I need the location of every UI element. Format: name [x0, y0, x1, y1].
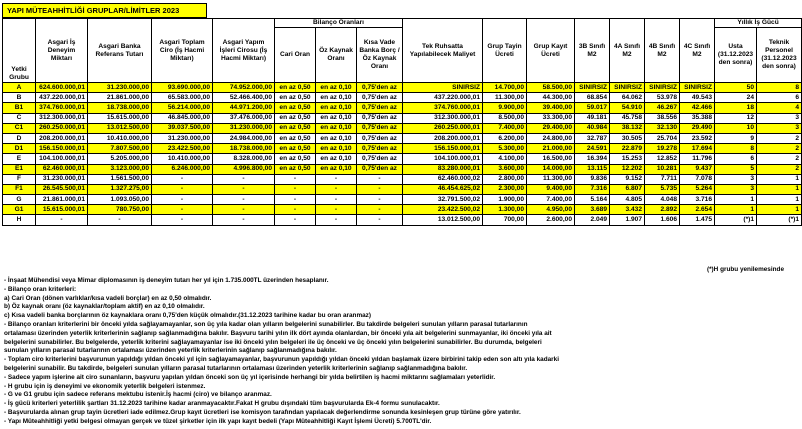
header-4a: 4A Sınıfı M2 — [610, 19, 645, 83]
cell-c: 10.410.000,00 — [152, 154, 213, 164]
cell-s2: 6.807 — [610, 184, 645, 194]
cell-i: 52.466.400,00 — [213, 93, 275, 103]
cell-c: 31.230.000,00 — [152, 133, 213, 143]
table-row — [3, 83, 802, 93]
cell-kv: - — [357, 195, 403, 205]
cell-c: 56.214.000,00 — [152, 103, 213, 113]
cell-kv: 0,75'den az — [357, 83, 403, 93]
cell-tp: (*)1 — [757, 215, 802, 225]
cell-kv: 0,75'den az — [357, 164, 403, 174]
cell-kv: 0,75'den az — [357, 103, 403, 113]
cell-i: - — [213, 215, 275, 225]
cell-g: C1 — [3, 123, 36, 133]
cell-s1: 7.316 — [575, 184, 610, 194]
cell-d: 21.861.000,01 — [36, 195, 88, 205]
cell-c: - — [152, 174, 213, 184]
cell-b: 10.410.000,00 — [88, 133, 152, 143]
header-3b: 3B Sınıfı M2 — [575, 19, 610, 83]
cell-s2: 9.152 — [610, 174, 645, 184]
cell-r: 260.250.000,01 — [403, 123, 483, 133]
header-ozkaynak: Öz Kaynak Oranı — [316, 28, 357, 83]
cell-i: 8.328.000,00 — [213, 154, 275, 164]
cell-b: 31.230.000,00 — [88, 83, 152, 93]
cell-oz: - — [316, 174, 357, 184]
cell-kv: 0,75'den az — [357, 123, 403, 133]
header-usta: Usta (31.12.2023 den sonra) — [715, 28, 757, 83]
cell-i: 31.230.000,00 — [213, 123, 275, 133]
cell-g: F — [3, 174, 36, 184]
cell-co: - — [275, 174, 316, 184]
cell-k: 7.400,00 — [527, 195, 575, 205]
cell-s4: 2.654 — [680, 205, 715, 215]
cell-tp: 2 — [757, 133, 802, 143]
cell-c: 93.690.000,00 — [152, 83, 213, 93]
cell-u: 24 — [715, 93, 757, 103]
cell-c: - — [152, 195, 213, 205]
cell-i: 37.476.000,00 — [213, 113, 275, 123]
cell-co: - — [275, 205, 316, 215]
cell-s4: 23.592 — [680, 133, 715, 143]
cell-i: 24.984.000,00 — [213, 133, 275, 143]
cell-kv: - — [357, 174, 403, 184]
cell-s1: 16.394 — [575, 154, 610, 164]
cell-g: G1 — [3, 205, 36, 215]
cell-s4: 11.796 — [680, 154, 715, 164]
cell-oz: - — [316, 205, 357, 215]
note-line: - Yapı Müteahhitliği yetki belgesi olmayan gerçek ve tüzel şirketler için ilk yapı kayıt bedeli (Yapı Müteahhitliği Kayıt İşlemi Ücreti) 5.700TL'dir. — [4, 417, 432, 425]
cell-i: 44.971.200,00 — [213, 103, 275, 113]
cell-u: 5 — [715, 164, 757, 174]
cell-s2: 15.253 — [610, 154, 645, 164]
cell-s2: 38.132 — [610, 123, 645, 133]
cell-d: 374.760.000,01 — [36, 103, 88, 113]
note-line: - H grubu için iş deneyimi ve ekonomik yeterlik belgeleri istenmez. — [4, 382, 206, 390]
cell-s4: 9.437 — [680, 164, 715, 174]
cell-t: 7.400,00 — [483, 123, 527, 133]
cell-s4: 42.466 — [680, 103, 715, 113]
cell-tp: 1 — [757, 184, 802, 194]
cell-s2: 64.062 — [610, 93, 645, 103]
cell-s1: SINIRSIZ — [575, 83, 610, 93]
note-line: - İnşaat Mühendisi veya Mimar diplomasının iş deneyim tutarı her yıl için 1.735.000TL üzerinden hesaplanır. — [4, 277, 329, 284]
footnote: (*)H grubu yenilemesinde — [706, 266, 784, 273]
header-4c: 4C Sınıfı M2 — [680, 19, 715, 83]
cell-s2: 3.432 — [610, 205, 645, 215]
cell-tp: 8 — [757, 83, 802, 93]
cell-k: 2.600,00 — [527, 215, 575, 225]
cell-co: en az 0,50 — [275, 133, 316, 143]
cell-r: 208.200.000,01 — [403, 133, 483, 143]
header-deneyim: Asgari İş Deneyim Miktarı — [36, 19, 88, 83]
cell-k: 4.950,00 — [527, 205, 575, 215]
cell-r: 62.460.000,02 — [403, 174, 483, 184]
cell-r: 83.280.000,01 — [403, 164, 483, 174]
cell-d: 31.230.000,01 — [36, 174, 88, 184]
cell-t: 2.300,00 — [483, 184, 527, 194]
header-4b: 4B Sınıfı M2 — [645, 19, 680, 83]
cell-c: 46.845.000,00 — [152, 113, 213, 123]
cell-co: - — [275, 195, 316, 205]
cell-b: 1.093.050,00 — [88, 195, 152, 205]
cell-oz: en az 0,10 — [316, 154, 357, 164]
cell-kv: - — [357, 215, 403, 225]
cell-s3: 2.892 — [645, 205, 680, 215]
cell-s3: 7.711 — [645, 174, 680, 184]
cell-t: 1.900,00 — [483, 195, 527, 205]
note-line: belgelerini sunabilirler. Bu belgelerde, yeterlik kriterini sağlayamayanlar ise iki önceki yılın belgeleri ile üç önceki ve üç önceki yılın belgelerini sunabilirler. Bu durumda, belgeleri — [4, 338, 542, 346]
cell-oz: en az 0,10 — [316, 123, 357, 133]
cell-r: 32.791.500,02 — [403, 195, 483, 205]
cell-d: - — [36, 215, 88, 225]
cell-oz: en az 0,10 — [316, 83, 357, 93]
cell-s1: 3.689 — [575, 205, 610, 215]
cell-c: 23.422.500,00 — [152, 144, 213, 154]
cell-s3: 12.852 — [645, 154, 680, 164]
cell-tp: 1 — [757, 205, 802, 215]
cell-g: B — [3, 93, 36, 103]
cell-b: 15.615.000,00 — [88, 113, 152, 123]
cell-k: 16.500,00 — [527, 154, 575, 164]
cell-d: 156.150.000,01 — [36, 144, 88, 154]
cell-u: 12 — [715, 113, 757, 123]
cell-i: 74.952.000,00 — [213, 83, 275, 93]
table-row — [3, 133, 802, 143]
cell-s1: 5.164 — [575, 195, 610, 205]
cell-g: D1 — [3, 144, 36, 154]
cell-s2: SINIRSIZ — [610, 83, 645, 93]
note-line: - Bilanço oranları kriterlerini bir önceki yılda sağlayamayanlar, son üç yıla kadar olan yılların belgelerini sunabilirler. Bu takdirde belgeleri sunulan yılların parasal tutarlarının — [4, 320, 528, 328]
header-cari: Cari Oran — [275, 28, 316, 83]
cell-s1: 59.017 — [575, 103, 610, 113]
cell-r: 437.220.000,01 — [403, 93, 483, 103]
cell-u: 8 — [715, 144, 757, 154]
cell-oz: - — [316, 195, 357, 205]
note-line: - G ve G1 grubu için sadece referans mektubu istenir.İş hacmi (ciro) ve bilanço aranmaz. — [4, 391, 272, 399]
cell-s2: 45.758 — [610, 113, 645, 123]
cell-b: 13.012.500,00 — [88, 123, 152, 133]
cell-i: - — [213, 184, 275, 194]
table-row — [3, 123, 802, 133]
cell-k: 58.500,00 — [527, 83, 575, 93]
table-row — [3, 174, 802, 184]
cell-s1: 32.787 — [575, 133, 610, 143]
cell-s2: 22.879 — [610, 144, 645, 154]
header-teknik: Teknik Personel (31.12.2023 den sonra) — [757, 28, 802, 83]
header-yillik: Yıllık İş Gücü — [715, 19, 802, 28]
cell-k: 11.300,00 — [527, 174, 575, 184]
cell-u: 9 — [715, 133, 757, 143]
header-tayin: Grup Tayin Ücreti — [483, 19, 527, 83]
cell-oz: en az 0,10 — [316, 103, 357, 113]
cell-r: 374.760.000,01 — [403, 103, 483, 113]
cell-d: 260.250.000,01 — [36, 123, 88, 133]
cell-c: - — [152, 215, 213, 225]
note-line: - Sadece yapım işlerine ait ciro sunanların, başvuru yapılan yıldan önceki son üç yıl içerisinde herhangi bir yılda belirtilen iş hacmi miktarını sağlamaları yeterlidir. — [4, 373, 496, 381]
cell-c: - — [152, 205, 213, 215]
cell-s3: 10.281 — [645, 164, 680, 174]
cell-s2: 30.505 — [610, 133, 645, 143]
cell-r: 312.300.000,01 — [403, 113, 483, 123]
cell-s1: 2.049 — [575, 215, 610, 225]
cell-s2: 12.202 — [610, 164, 645, 174]
cell-s2: 1.907 — [610, 215, 645, 225]
cell-t: 8.500,00 — [483, 113, 527, 123]
cell-kv: 0,75'den az — [357, 144, 403, 154]
cell-s3: 25.704 — [645, 133, 680, 143]
cell-d: 312.300.000,01 — [36, 113, 88, 123]
cell-t: 6.200,00 — [483, 133, 527, 143]
cell-g: B1 — [3, 103, 36, 113]
cell-r: 13.012.500,00 — [403, 215, 483, 225]
cell-u: 10 — [715, 123, 757, 133]
cell-i: 18.738.000,00 — [213, 144, 275, 154]
cell-i: - — [213, 205, 275, 215]
cell-s2: 4.805 — [610, 195, 645, 205]
table-row — [3, 144, 802, 154]
cell-co: - — [275, 184, 316, 194]
table-row — [3, 154, 802, 164]
cell-oz: - — [316, 215, 357, 225]
cell-d: 104.100.000,01 — [36, 154, 88, 164]
cell-g: G — [3, 195, 36, 205]
cell-c: 6.246.000,00 — [152, 164, 213, 174]
cell-d: 26.545.500,01 — [36, 184, 88, 194]
cell-g: E1 — [3, 164, 36, 174]
cell-u: 50 — [715, 83, 757, 93]
cell-co: en az 0,50 — [275, 93, 316, 103]
cell-i: - — [213, 174, 275, 184]
note-line: c) Kısa vadeli banka borçlarının öz kaynaklara oranı 0,75'den küçük olmalıdır.(31.12.2023 tarihine kadar bu oran aranmaz) — [4, 312, 371, 320]
cell-r: 46.454.625,02 — [403, 184, 483, 194]
cell-oz: en az 0,10 — [316, 113, 357, 123]
table-row — [3, 164, 802, 174]
note-line: - İş gücü kriterleri yeterlilik şartları 31.12.2023 tarihine kadar aranmayacaktır.Fakat H grubu dışındaki tüm başvurularda Ek-4 formu sunulacaktır. — [4, 400, 440, 408]
cell-d: 15.615.000,01 — [36, 205, 88, 215]
cell-t: 3.600,00 — [483, 164, 527, 174]
cell-s3: 4.048 — [645, 195, 680, 205]
cell-s4: 17.694 — [680, 144, 715, 154]
page-title: YAPI MÜTEAHHİTLİĞİ GRUPLAR/LİMİTLER 2023 — [2, 3, 207, 18]
cell-t: 4.100,00 — [483, 154, 527, 164]
cell-s3: 53.978 — [645, 93, 680, 103]
cell-u: 18 — [715, 103, 757, 113]
cell-co: - — [275, 215, 316, 225]
cell-s3: 32.130 — [645, 123, 680, 133]
cell-k: 44.300,00 — [527, 93, 575, 103]
cell-s1: 49.181 — [575, 113, 610, 123]
cell-k: 21.000,00 — [527, 144, 575, 154]
cell-g: F1 — [3, 184, 36, 194]
cell-oz: en az 0,10 — [316, 133, 357, 143]
cell-s1: 13.115 — [575, 164, 610, 174]
cell-s3: SINIRSIZ — [645, 83, 680, 93]
cell-r: 104.100.000,01 — [403, 154, 483, 164]
cell-co: en az 0,50 — [275, 113, 316, 123]
cell-u: 1 — [715, 205, 757, 215]
cell-t: 14.700,00 — [483, 83, 527, 93]
cell-i: 4.996.800,00 — [213, 164, 275, 174]
table-row — [3, 184, 802, 194]
cell-t: 2.800,00 — [483, 174, 527, 184]
cell-s2: 54.910 — [610, 103, 645, 113]
cell-d: 624.600.000,01 — [36, 83, 88, 93]
cell-s4: 7.078 — [680, 174, 715, 184]
cell-s1: 68.854 — [575, 93, 610, 103]
note-line: sunulan yılların parasal tutarlarının ortalaması üzerinden yeterlik kriterlerinin sağlanıp sağlanmadığına bakılır. — [4, 347, 337, 355]
cell-b: 780.750,00 — [88, 205, 152, 215]
cell-t: 1.300,00 — [483, 205, 527, 215]
cell-t: 700,00 — [483, 215, 527, 225]
cell-b: - — [88, 215, 152, 225]
cell-g: A — [3, 83, 36, 93]
cell-co: en az 0,50 — [275, 144, 316, 154]
note-line: b) Öz kaynak oranı (öz kaynaklar/toplam aktif) en az 0,10 olmalıdır. — [4, 303, 205, 311]
cell-kv: 0,75'den az — [357, 93, 403, 103]
table-row — [3, 103, 802, 113]
header-bilanco: Bilanço Oranları — [275, 19, 403, 28]
cell-b: 1.561.500,00 — [88, 174, 152, 184]
note-line: ortalaması üzerinden yeterlik kriterlerinin sağlanıp sağlanmadığına bakılır. Başvuru tarihi yılın ilk dört ayında olanlardan, bir önceki yıla ait belgelerini sunmayanlar, iki önceki yıla ait — [4, 329, 552, 337]
cell-tp: 6 — [757, 93, 802, 103]
header-ruhsat: Tek Ruhsatta Yapılabilecek Maliyet — [403, 19, 483, 83]
cell-tp: 1 — [757, 195, 802, 205]
cell-co: en az 0,50 — [275, 154, 316, 164]
table-row — [3, 93, 802, 103]
cell-kv: - — [357, 184, 403, 194]
cell-s3: 1.606 — [645, 215, 680, 225]
table-row — [3, 205, 802, 215]
cell-g: C — [3, 113, 36, 123]
note-line: - Başvurularda alınan grup tayin ücretleri iade edilmez.Grup kayıt ücretleri ise komisyon tarafından yapılacak değerlendirme sonunda kesinleşen grup türüne göre yatırılır. — [4, 408, 521, 416]
cell-u: 6 — [715, 154, 757, 164]
limits-table — [2, 18, 802, 226]
cell-tp: 4 — [757, 103, 802, 113]
cell-s4: 29.490 — [680, 123, 715, 133]
note-line: - Bilanço oran kriterleri: — [4, 285, 77, 293]
cell-t: 5.300,00 — [483, 144, 527, 154]
cell-kv: - — [357, 205, 403, 215]
cell-oz: en az 0,10 — [316, 164, 357, 174]
cell-d: 437.220.000,01 — [36, 93, 88, 103]
cell-tp: 3 — [757, 113, 802, 123]
cell-s4: 1.475 — [680, 215, 715, 225]
cell-i: - — [213, 195, 275, 205]
cell-k: 39.400,00 — [527, 103, 575, 113]
header-grup: Yetki Grubu — [3, 19, 36, 83]
cell-k: 9.400,00 — [527, 184, 575, 194]
header-isleri: Asgari Yapım İşleri Cirosu (İş Hacmi Miktarı) — [213, 19, 275, 83]
table-row — [3, 195, 802, 205]
cell-co: en az 0,50 — [275, 83, 316, 93]
cell-k: 29.400,00 — [527, 123, 575, 133]
cell-tp: 2 — [757, 144, 802, 154]
cell-s3: 5.735 — [645, 184, 680, 194]
cell-b: 5.205.000,00 — [88, 154, 152, 164]
cell-c: - — [152, 184, 213, 194]
table-row — [3, 113, 802, 123]
cell-co: en az 0,50 — [275, 103, 316, 113]
table-body — [3, 83, 802, 226]
cell-b: 3.123.000,00 — [88, 164, 152, 174]
cell-oz: en az 0,10 — [316, 144, 357, 154]
cell-tp: 2 — [757, 154, 802, 164]
cell-kv: 0,75'den az — [357, 133, 403, 143]
cell-tp: 3 — [757, 123, 802, 133]
cell-s3: 19.278 — [645, 144, 680, 154]
header-banka: Asgari Banka Referans Tutarı — [88, 19, 152, 83]
cell-r: 156.150.000,01 — [403, 144, 483, 154]
cell-kv: 0,75'den az — [357, 113, 403, 123]
cell-u: 3 — [715, 174, 757, 184]
cell-k: 24.800,00 — [527, 133, 575, 143]
cell-b: 21.861.000,00 — [88, 93, 152, 103]
cell-g: H — [3, 215, 36, 225]
header-kayit: Grup Kayıt Ücreti — [527, 19, 575, 83]
cell-oz: - — [316, 184, 357, 194]
cell-c: 65.583.000,00 — [152, 93, 213, 103]
cell-r: SINIRSIZ — [403, 83, 483, 93]
header-ciro: Asgari Toplam Ciro (İş Hacmi Miktarı) — [152, 19, 213, 83]
note-line: - Toplam ciro kriterlerini başvurunun yapıldığı yıldan önceki yıl için sağlayamayanlar, başvurunun yapıldığı yıldan önceki yıldan başlamak üzere birbirini takip eden son altı yıla kadarki — [4, 356, 559, 364]
cell-b: 7.807.500,00 — [88, 144, 152, 154]
cell-co: en az 0,50 — [275, 164, 316, 174]
note-line: a) Cari Oran (dönen varlıklar/kısa vadeli borçlar) en az 0,50 olmalıdır. — [4, 294, 212, 302]
cell-t: 9.900,00 — [483, 103, 527, 113]
cell-u: 1 — [715, 195, 757, 205]
cell-s1: 40.984 — [575, 123, 610, 133]
cell-s1: 9.836 — [575, 174, 610, 184]
note-line: belgelerini sunabilir. Bu takdirde, belgeleri sunulan yılların parasal tutarlarının ortalaması üzerinden yeterlik kriterlerinin sağlanıp sağlanmadığına bakılır. — [4, 364, 468, 372]
cell-d: 62.460.000,01 — [36, 164, 88, 174]
cell-k: 33.300,00 — [527, 113, 575, 123]
cell-s4: 5.264 — [680, 184, 715, 194]
cell-r: 23.422.500,02 — [403, 205, 483, 215]
cell-oz: en az 0,10 — [316, 93, 357, 103]
cell-s4: 3.716 — [680, 195, 715, 205]
cell-kv: 0,75'den az — [357, 154, 403, 164]
cell-b: 1.327.275,00 — [88, 184, 152, 194]
cell-c: 39.037.500,00 — [152, 123, 213, 133]
cell-g: E — [3, 154, 36, 164]
cell-tp: 2 — [757, 164, 802, 174]
cell-s1: 24.591 — [575, 144, 610, 154]
cell-s4: 35.388 — [680, 113, 715, 123]
cell-s3: 38.556 — [645, 113, 680, 123]
cell-s4: 49.543 — [680, 93, 715, 103]
notes-section — [4, 277, 764, 427]
cell-d: 208.200.000,01 — [36, 133, 88, 143]
cell-s4: SINIRSIZ — [680, 83, 715, 93]
cell-s3: 46.267 — [645, 103, 680, 113]
cell-tp: 1 — [757, 174, 802, 184]
cell-co: en az 0,50 — [275, 123, 316, 133]
cell-k: 14.000,00 — [527, 164, 575, 174]
cell-t: 11.300,00 — [483, 93, 527, 103]
header-kisa: Kısa Vade Banka Borç /Öz Kaynak Oranı — [357, 28, 403, 83]
table-row — [3, 215, 802, 225]
cell-g: D — [3, 133, 36, 143]
cell-u: (*)1 — [715, 215, 757, 225]
cell-b: 18.738.000,00 — [88, 103, 152, 113]
cell-u: 3 — [715, 184, 757, 194]
